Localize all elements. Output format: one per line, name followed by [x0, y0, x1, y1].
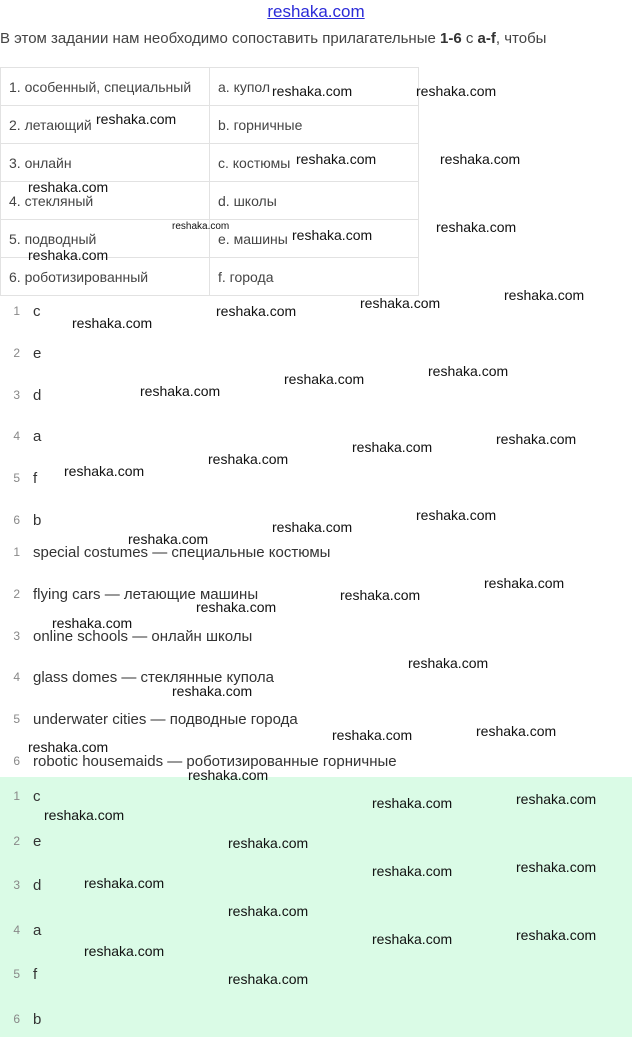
watermark: reshaka.com: [140, 383, 221, 399]
watermark: reshaka.com: [292, 227, 373, 243]
watermark: reshaka.com: [372, 795, 453, 811]
watermark: reshaka.com: [476, 723, 557, 739]
answer-number: 1: [13, 304, 20, 318]
answer-letter: f: [33, 965, 38, 983]
adjective-cell: 4. стекляный: [1, 182, 210, 220]
watermark: reshaka.com: [496, 431, 577, 447]
watermark: reshaka.com: [188, 767, 269, 783]
watermark: reshaka.com: [196, 599, 277, 615]
watermark: reshaka.com: [28, 739, 109, 755]
translation-text: online schools — онлайн школы: [33, 627, 253, 645]
translation-number: 3: [13, 629, 20, 643]
answer-row: [0, 416, 41, 456]
watermark: reshaka.com: [128, 531, 209, 547]
adjective-cell: 5. подводный: [1, 220, 210, 258]
translation-text: underwater cities — подводные города: [33, 710, 298, 728]
watermark: reshaka.com: [516, 927, 597, 943]
watermark: reshaka.com: [408, 655, 489, 671]
watermark: reshaka.com: [52, 615, 133, 631]
final-answer-row: [0, 776, 41, 816]
table-row: [1, 258, 419, 296]
translation-text: flying cars — летающие машины: [33, 585, 259, 603]
answer-letter: d: [33, 386, 42, 404]
adjective-cell: 3. онлайн: [1, 144, 210, 182]
answer-letter: a: [33, 921, 42, 939]
answer-letter: f: [33, 469, 38, 487]
adjective-cell: 1. особенный, специальный: [1, 68, 210, 106]
adjective-cell: 2. летающий: [1, 106, 210, 144]
intro-range-letters: a-f: [477, 30, 496, 47]
watermark: reshaka.com: [44, 807, 125, 823]
answer-row: [0, 333, 41, 373]
answer-letter: e: [33, 832, 42, 850]
table-row: [1, 106, 419, 144]
translation-row: [0, 699, 298, 739]
answer-row: [0, 375, 41, 415]
watermark: reshaka.com: [352, 439, 433, 455]
answer-number: 6: [13, 513, 20, 527]
watermark: reshaka.com: [96, 111, 177, 127]
noun-cell: d. школы: [210, 182, 419, 220]
translation-number: 6: [13, 754, 20, 768]
watermark: reshaka.com: [296, 151, 377, 167]
answer-number: 1: [13, 789, 20, 803]
answer-number: 5: [13, 967, 20, 981]
answer-number: 4: [13, 923, 20, 937]
translation-text: glass domes — стеклянные купола: [33, 668, 275, 686]
final-answer-row: [0, 910, 41, 950]
watermark: reshaka.com: [332, 727, 413, 743]
noun-cell: a. купол: [210, 68, 419, 106]
watermark: reshaka.com: [340, 587, 421, 603]
watermark: reshaka.com: [228, 835, 309, 851]
final-answer-row: [0, 954, 37, 994]
final-answer-row: [0, 999, 41, 1039]
watermark: reshaka.com: [504, 287, 585, 303]
watermark: reshaka.com: [172, 683, 253, 699]
final-answer-row: [0, 821, 41, 861]
final-answer-row: [0, 865, 41, 905]
watermark: reshaka.com: [84, 943, 165, 959]
watermark: reshaka.com: [228, 971, 309, 987]
watermark: reshaka.com: [372, 863, 453, 879]
translation-number: 5: [13, 712, 20, 726]
intro-text-before: В этом задании нам необходимо сопоставить прилагательные: [0, 30, 441, 47]
answer-number: 6: [13, 1012, 20, 1026]
watermark: reshaka.com: [228, 903, 309, 919]
answer-letter: c: [33, 302, 41, 320]
translation-text: robotic housemaids — роботизированные горничные: [33, 752, 397, 770]
answer-row: [0, 458, 37, 498]
intro-text: [0, 30, 546, 47]
noun-cell: e. машины: [210, 220, 419, 258]
noun-cell: b. горничные: [210, 106, 419, 144]
watermark: reshaka.com: [484, 575, 565, 591]
answer-number: 2: [13, 346, 20, 360]
watermark: reshaka.com: [208, 451, 289, 467]
answer-number: 3: [13, 388, 20, 402]
translation-number: 1: [13, 545, 20, 559]
answer-letter: d: [33, 876, 42, 894]
noun-cell: f. города: [210, 258, 419, 296]
watermark: reshaka.com: [436, 219, 517, 235]
answer-letter: a: [33, 427, 42, 445]
adjective-cell: 6. роботизированный: [1, 258, 210, 296]
watermark: reshaka.com: [272, 83, 353, 99]
watermark: reshaka.com: [72, 315, 153, 331]
watermark: reshaka.com: [440, 151, 521, 167]
watermark: reshaka.com: [28, 179, 109, 195]
watermark: reshaka.com: [272, 519, 353, 535]
watermark: reshaka.com: [28, 247, 109, 263]
watermark: reshaka.com: [84, 875, 165, 891]
answer-number: 3: [13, 878, 20, 892]
answer-letter: e: [33, 344, 42, 362]
watermark: reshaka.com: [64, 463, 145, 479]
watermark: reshaka.com: [416, 507, 497, 523]
intro-range-numbers: 1-6: [440, 30, 462, 47]
watermark: reshaka.com: [416, 83, 497, 99]
answer-number: 4: [13, 429, 20, 443]
translation-number: 4: [13, 670, 20, 684]
site-header-link[interactable]: reshaka.com: [267, 2, 365, 21]
watermark: reshaka.com: [284, 371, 365, 387]
table-row: [1, 68, 419, 106]
watermark: reshaka.com: [516, 791, 597, 807]
watermark: reshaka.com: [428, 363, 509, 379]
answer-letter: b: [33, 1010, 42, 1028]
noun-cell: c. костюмы: [210, 144, 419, 182]
translation-text: special costumes — специальные костюмы: [33, 543, 331, 561]
watermark: reshaka.com: [172, 221, 230, 232]
answer-number: 2: [13, 834, 20, 848]
intro-text-after: , чтобы: [495, 30, 547, 47]
intro-text-middle: с: [461, 30, 478, 47]
translation-number: 2: [13, 587, 20, 601]
watermark: reshaka.com: [360, 295, 441, 311]
watermark: reshaka.com: [372, 931, 453, 947]
answer-letter: c: [33, 787, 41, 805]
answer-row: [0, 291, 41, 331]
watermark: reshaka.com: [216, 303, 297, 319]
answer-letter: b: [33, 511, 42, 529]
watermark: reshaka.com: [516, 859, 597, 875]
answer-number: 5: [13, 471, 20, 485]
